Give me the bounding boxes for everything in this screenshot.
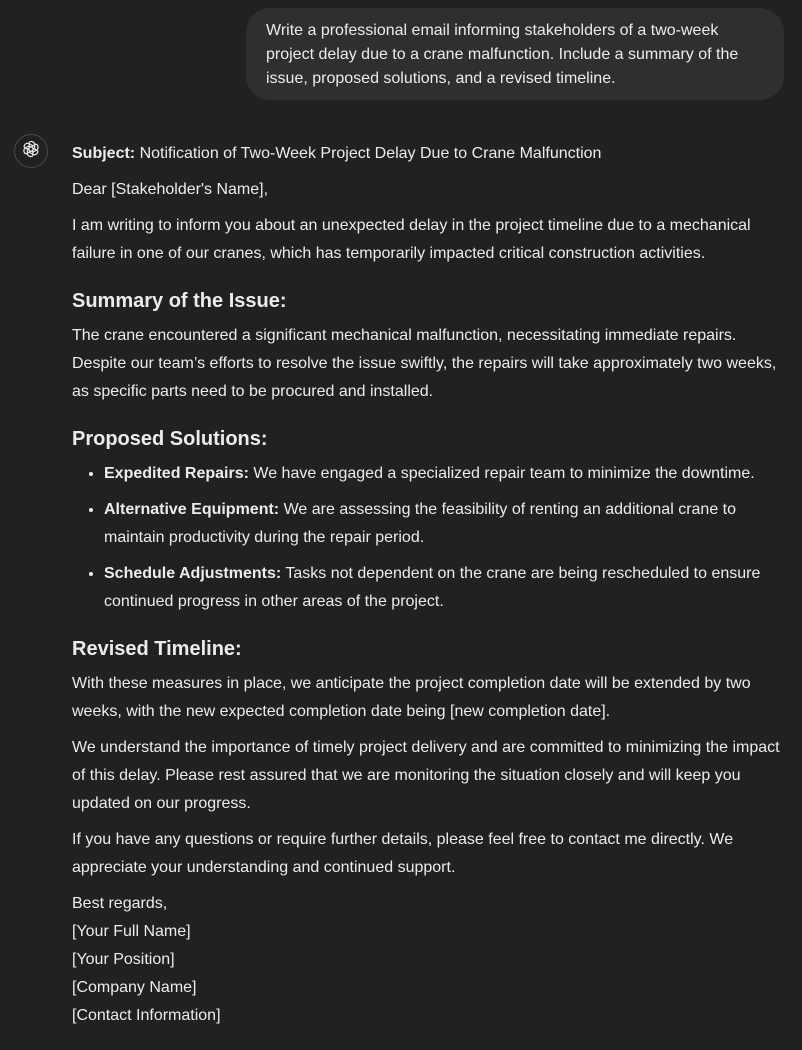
timeline-text: With these measures in place, we anticipate the project completion date will be extended by two weeks, with the new expected completion date being [new completion date]. (72, 675, 751, 720)
solutions-heading: Proposed Solutions: (72, 428, 268, 450)
solution-text: We are assessing the feasibility of renting an additional crane to maintain productivity during the repair period. (104, 501, 736, 546)
signoff-closing: Best regards, (72, 895, 168, 912)
summary-text: The crane encountered a significant mechanical malfunction, necessitating immediate repairs. Despite our team’s efforts to resolve the issue swiftly, the repairs will take approximately two weeks, as specific parts need to be procured and installed. (72, 327, 777, 400)
subject-text: Notification of Two-Week Project Delay Due to Crane Malfunction (135, 145, 602, 162)
solution-text: Tasks not dependent on the crane are being rescheduled to ensure continued progress in other areas of the project. (104, 565, 761, 610)
signoff-company: [Company Name] (72, 979, 197, 996)
solution-label: Expedited Repairs: (104, 465, 249, 482)
signoff-name: [Your Full Name] (72, 923, 191, 940)
timeline-heading: Revised Timeline: (72, 638, 242, 660)
list-item (104, 460, 788, 488)
assistant-avatar (14, 134, 48, 168)
user-message-text: Write a professional email informing stakeholders of a two-week project delay due to a crane malfunction. Include a summary of the issue, proposed solutions, and a revised timeline. (266, 22, 739, 87)
list-item (104, 560, 788, 616)
list-item (104, 496, 788, 552)
subject-label: Subject: (72, 145, 136, 162)
email-subject-line (72, 140, 788, 168)
email-signoff (72, 890, 788, 1030)
email-intro: I am writing to inform you about an unexpected delay in the project timeline due to a mechanical failure in one of our cranes, which has temporarily impacted critical construction activities. (72, 217, 751, 262)
signoff-position: [Your Position] (72, 951, 175, 968)
commitment-text: We understand the importance of timely project delivery and are committed to minimizing the impact of this delay. Please rest assured that we are monitoring the situation closely and will keep you updated on our progress. (72, 739, 780, 812)
summary-heading: Summary of the Issue: (72, 290, 287, 312)
solution-text: We have engaged a specialized repair team to minimize the downtime. (248, 465, 755, 482)
solution-label: Alternative Equipment: (104, 501, 280, 518)
solution-label: Schedule Adjustments: (104, 565, 282, 582)
assistant-message (72, 140, 788, 1030)
email-greeting: Dear [Stakeholder's Name], (72, 181, 269, 198)
user-message-bubble (246, 8, 784, 100)
openai-logo-icon (21, 139, 41, 164)
solutions-list (72, 460, 788, 616)
signoff-contact: [Contact Information] (72, 1007, 221, 1024)
contact-text: If you have any questions or require further details, please feel free to contact me directly. We appreciate your understanding and continued support. (72, 831, 734, 876)
